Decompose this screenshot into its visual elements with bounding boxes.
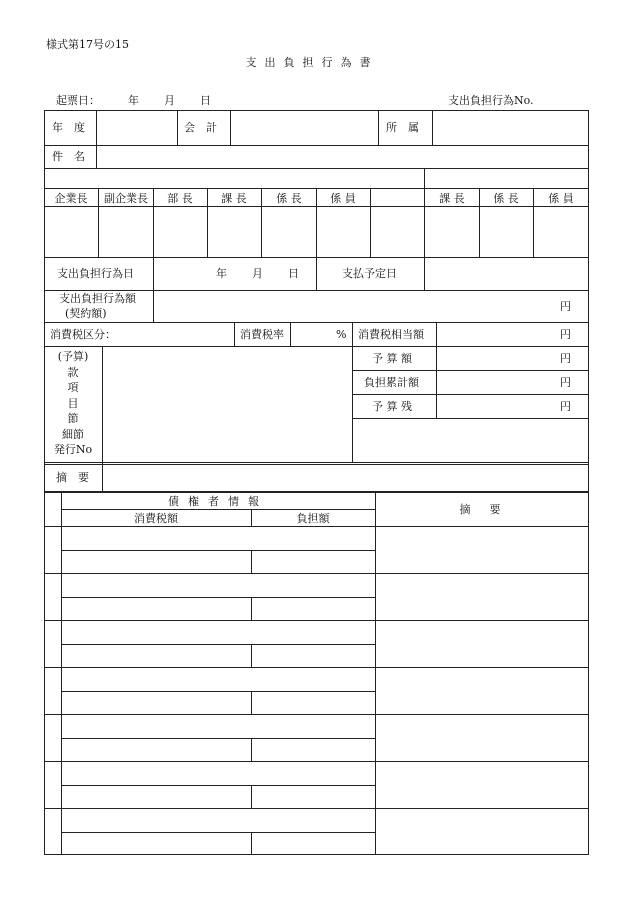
budget-item-kou: 項 [67,381,79,394]
act-year: 年 [216,267,227,280]
draft-day: 日 [200,94,211,107]
approver-division-head: 部 長 [167,192,193,205]
draft-month: 月 [164,94,175,107]
approver-section-head: 課 長 [221,192,247,205]
tax-percent: % [336,328,347,341]
tax-amount-label: 消費税相当額 [358,328,424,341]
approver-subsection-head: 係 長 [276,192,302,205]
budget-amount-yen: 円 [560,352,571,365]
account-label: 会 計 [184,121,217,134]
approver-right-staff: 係 員 [548,192,574,205]
budget-item-moku: 目 [67,397,79,410]
draft-date-label: 起票日： [56,94,100,107]
payment-date-label: 支払予定日 [342,267,397,280]
cumulative-burden-label: 負担累計額 [364,376,419,389]
budget-item-setsu: 節 [67,412,79,425]
fiscal-year-label: 年 度 [52,121,85,134]
approver-chief: 企業長 [54,192,88,205]
tax-class-label: 消費税区分： [50,328,116,341]
form-number: 様式第17号の15 [46,38,129,51]
approver-right-subsection-head: 係 長 [493,192,519,205]
budget-label: (予算) [57,350,89,363]
amount-yen: 円 [560,300,571,313]
tax-yen: 円 [560,328,571,341]
budget-balance-yen: 円 [560,400,571,413]
creditor-summary-column: 摘 要 [459,503,505,516]
creditor-info-header: 債権者情報 [168,495,268,508]
budget-item-kan: 款 [67,366,79,379]
summary-row [44,462,589,492]
document-title: 支出負担行為書 [245,56,379,69]
budget-amount-label: 予 算 額 [372,352,412,365]
expenditure-number-label: 支出負担行為No. [448,94,534,107]
cumulative-burden-yen: 円 [560,376,571,389]
creditor-table [44,492,589,855]
approver-right-section-head: 課 長 [439,192,465,205]
approver-staff: 係 員 [330,192,356,205]
act-date-label: 支出負担行為日 [57,267,134,280]
tax-amount-column: 消費税額 [134,512,178,525]
budget-issue-number: 発行No [53,443,93,456]
act-month: 月 [252,267,263,280]
act-day: 日 [288,267,299,280]
contract-amount-label: (契約額) [65,307,107,320]
subject-label: 件 名 [52,150,85,163]
tax-rate-label: 消費税率 [240,328,284,341]
budget-item-saisetsu: 細節 [62,428,84,441]
summary-label: 摘 要 [56,471,89,484]
amount-label: 支出負担行為額 [59,292,136,305]
department-label: 所 属 [386,121,419,134]
budget-balance-label: 予 算 残 [372,400,412,413]
burden-amount-column: 負担額 [296,512,330,525]
approver-vice-chief: 副企業長 [104,192,148,205]
draft-year: 年 [128,94,139,107]
